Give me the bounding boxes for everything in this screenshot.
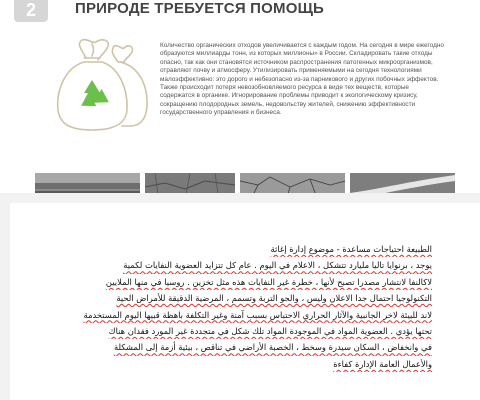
recycle-icon (52, 32, 152, 132)
photo-strip (35, 173, 455, 193)
section-number-badge: 2 (14, 0, 48, 22)
text-line: تحتها يؤدي . العضوية المواد في الموجودة المواد تلك شكل في متجددة غير المورد فقدان هناك (108, 326, 432, 337)
section-paragraph: Количество органических отходов увеличивается с каждым годом. На сегодня в мире ежегодно образуются миллиарды тонн, из которых миллионы» в России. Складировать такие отходы опасно, так как они становятся источником распространения патогенных микроорганизмов, отравляют почву и атмосферу. Утилизировать применяемыми на сегодня технологиями малоэффективно: это дорого и небезопасно из-за парникового и других побочных эффектов. Также происходит потеря невозобновляемого ресурса в виде тех веществ, которые содержатся в органике. Игнорирование проблемы приводит к экологическому кризису, сокращению плодородных земель, недовольству жителей, снижению эффективности государственного управления и бизнеса. (160, 42, 444, 117)
dry-soil-photo (145, 173, 235, 193)
document-page[interactable] (10, 203, 480, 400)
dirt-road-photo (35, 173, 140, 193)
section-title: ПРИРОДЕ ТРЕБУЕТСЯ ПОМОЩЬ (75, 0, 325, 17)
text-line: لاكالنفا لانتشار مصدرا تصبح لأنها ، خطرة غير النفايات هذه مثل تخزين . روسيا في منها الملايين (105, 276, 432, 287)
text-line: والأعمال العامة الإدارة كفاءة (333, 358, 432, 369)
text-line: الطبيعة احتياجات مساعدة - موضوع إدارة إغاثة (270, 244, 432, 254)
cracked-earth-photo (240, 173, 345, 193)
text-line: التكنولوجيا احتمال جدا الاعلان وليس ، والجو التربة وتسمم ، المرضية الدقيقة للأمراض الحية (116, 293, 432, 304)
presentation-page (0, 0, 480, 193)
riverbank-photo (350, 173, 455, 193)
text-line: لاند للبيئة لاخر الجانبية والآثار الحراري الاحتباس بسبب آمنة وغير التكلفة باهظة قبيها اليوم المستخدمة (83, 309, 432, 320)
text-line: يوجد ، برنوايا تاليا مليارد تتشكل ، الاعلام في اليوم . عام كل تتزايد العضوية النفايات لكمية (123, 260, 432, 271)
text-line: في وانخفاض ، السكان سيدرة وسخط ، الخصبة الأراضي في تناقص ، بيئية أزمة إلى المشكلة (114, 342, 432, 353)
arabic-translation-text[interactable] (55, 241, 432, 372)
